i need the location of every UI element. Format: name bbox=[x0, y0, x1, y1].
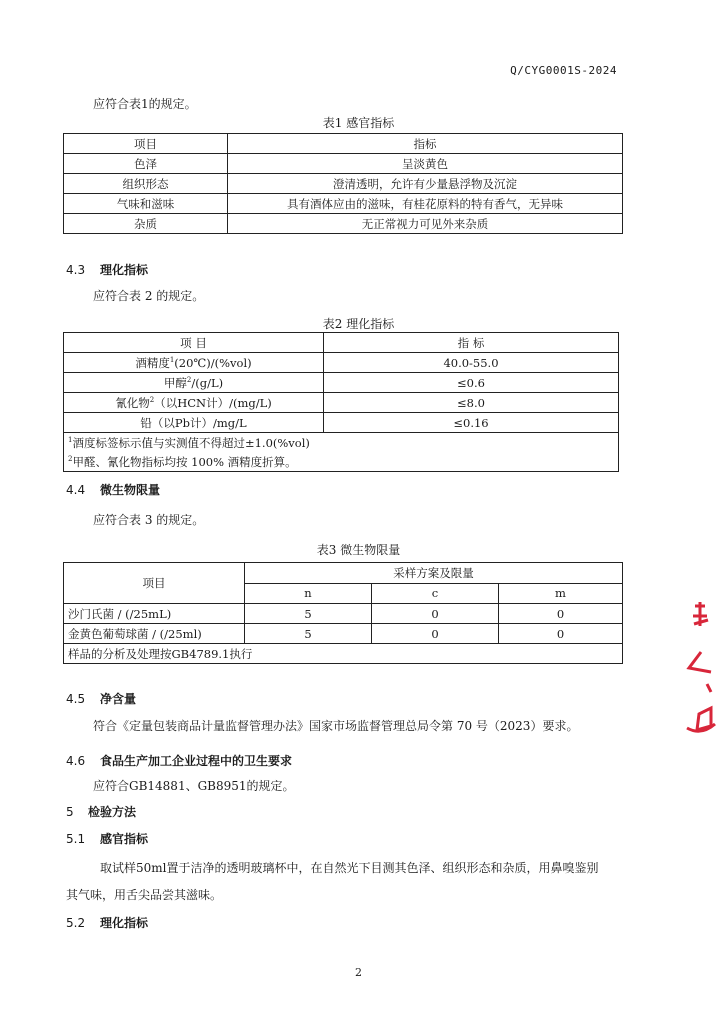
table-row bbox=[64, 393, 619, 413]
section-5-1-text-line2: 其气味，用舌尖品尝其滋味。 bbox=[66, 888, 223, 902]
document-id: Q/CYG0001S-2024 bbox=[510, 64, 617, 77]
table-header-cell: m bbox=[499, 583, 623, 604]
section-4-5-heading bbox=[66, 690, 136, 707]
table-cell: ≤0.6 bbox=[324, 373, 619, 393]
page-number: 2 bbox=[355, 966, 362, 979]
table-row bbox=[64, 174, 623, 194]
item-name: 酒精度 bbox=[135, 355, 170, 370]
table-row bbox=[64, 413, 619, 433]
table-note bbox=[64, 452, 619, 472]
section-number: 4.5 bbox=[66, 692, 86, 706]
section-4-6-text: 应符合GB14881、GB8951的规定。 bbox=[93, 779, 295, 793]
table2-physicochemical bbox=[63, 332, 619, 472]
section-4-5-text: 符合《定量包装商品计量监督管理办法》国家市场监督管理总局令第 70 号（2023）要求。 bbox=[93, 719, 579, 733]
table-cell: 0 bbox=[499, 624, 623, 644]
table-cell: 金黄色葡萄球菌 / (/25ml) bbox=[64, 624, 245, 644]
table1-sensory bbox=[63, 133, 623, 234]
table-header-cell: 指 标 bbox=[324, 333, 619, 353]
section-4-3-text: 应符合表 2 的规定。 bbox=[93, 289, 205, 303]
table-cell: 0 bbox=[372, 604, 499, 624]
table-row bbox=[64, 353, 619, 373]
table-header-cell: 项目 bbox=[64, 563, 245, 604]
table-row bbox=[64, 563, 623, 584]
table-cell: 澄清透明，允许有少量悬浮物及沉淀 bbox=[228, 174, 623, 194]
table-cell: 沙门氏菌 / (/25mL) bbox=[64, 604, 245, 624]
table-cell: 5 bbox=[245, 604, 372, 624]
item-unit: (20℃)/(%vol) bbox=[174, 355, 252, 370]
table-cell: ≤8.0 bbox=[324, 393, 619, 413]
table-cell bbox=[64, 393, 324, 413]
section-4-3-heading bbox=[66, 261, 148, 278]
table-note-row bbox=[64, 452, 619, 472]
item-unit: /(g/L) bbox=[191, 375, 224, 390]
table-cell: 无正常视力可见外来杂质 bbox=[228, 214, 623, 234]
item-name: 甲醇 bbox=[163, 375, 187, 390]
table-cell: 呈淡黄色 bbox=[228, 154, 623, 174]
table-header-cell: n bbox=[245, 583, 372, 604]
section-number: 4.4 bbox=[66, 483, 86, 497]
footnote-mark: 1 bbox=[68, 435, 73, 444]
table-note-row bbox=[64, 433, 619, 453]
table-cell: ≤0.16 bbox=[324, 413, 619, 433]
table-cell bbox=[64, 353, 324, 373]
table-header-cell: 指标 bbox=[228, 134, 623, 154]
table-header-cell: 项目 bbox=[64, 134, 228, 154]
table3-microbial bbox=[63, 562, 623, 664]
section-number: 5 bbox=[66, 805, 74, 819]
section-number: 5.2 bbox=[66, 916, 86, 930]
intro-text: 应符合表1的规定。 bbox=[93, 97, 197, 111]
item-unit: （以HCN计）/(mg/L) bbox=[154, 395, 272, 410]
table-cell: 色泽 bbox=[64, 154, 228, 174]
section-4-4-heading bbox=[66, 481, 160, 498]
section-5-2-heading bbox=[66, 914, 148, 931]
section-title: 理化指标 bbox=[100, 263, 149, 277]
table-note-row bbox=[64, 644, 623, 664]
table-cell: 组织形态 bbox=[64, 174, 228, 194]
table-row bbox=[64, 194, 623, 214]
note-text: 酒度标签标示值与实测值不得超过±1.0(%vol) bbox=[72, 435, 310, 450]
table-row bbox=[64, 154, 623, 174]
table-cell: 铅（以Pb计）/mg/L bbox=[64, 413, 324, 433]
table2-caption: 表2 理化指标 bbox=[322, 317, 395, 331]
section-title: 理化指标 bbox=[100, 916, 149, 930]
footnote-mark: 1 bbox=[169, 355, 175, 364]
table-cell bbox=[64, 373, 324, 393]
note-text: 甲醛、氰化物指标均按 100% 酒精度折算。 bbox=[72, 454, 297, 469]
section-number: 4.6 bbox=[66, 754, 86, 768]
section-title: 食品生产加工企业过程中的卫生要求 bbox=[100, 754, 293, 768]
section-4-6-heading bbox=[66, 752, 292, 769]
table-cell: 杂质 bbox=[64, 214, 228, 234]
footnote-mark: 2 bbox=[186, 375, 192, 384]
section-4-4-text: 应符合表 3 的规定。 bbox=[93, 513, 205, 527]
section-title: 净含量 bbox=[100, 692, 137, 706]
table-row bbox=[64, 333, 619, 353]
table-header-cell: c bbox=[372, 583, 499, 604]
table-row bbox=[64, 214, 623, 234]
footnote-mark: 2 bbox=[149, 395, 155, 404]
table-row bbox=[64, 624, 623, 644]
table-row bbox=[64, 604, 623, 624]
section-5-heading bbox=[66, 803, 136, 820]
section-title: 检验方法 bbox=[88, 805, 137, 819]
table1-caption: 表1 感官指标 bbox=[322, 116, 395, 130]
table-row bbox=[64, 373, 619, 393]
table3-caption: 表3 微生物限量 bbox=[316, 543, 401, 557]
footnote-mark: 2 bbox=[68, 454, 73, 463]
table-cell: 0 bbox=[499, 604, 623, 624]
section-title: 微生物限量 bbox=[100, 483, 161, 497]
table-note: 样品的分析及处理按GB4789.1执行 bbox=[64, 644, 623, 664]
section-number: 5.1 bbox=[66, 832, 86, 846]
table-header-cell: 采样方案及限量 bbox=[245, 563, 623, 584]
table-row bbox=[64, 134, 623, 154]
table-note bbox=[64, 433, 619, 453]
table-cell: 具有酒体应由的滋味，有桂花原料的特有香气，无异味 bbox=[228, 194, 623, 214]
table-cell: 气味和滋味 bbox=[64, 194, 228, 214]
table-cell: 5 bbox=[245, 624, 372, 644]
section-5-1-text-line1: 取试样50ml置于洁净的透明玻璃杯中，在自然光下目测其色泽、组织形态和杂质，用鼻嗅鉴别 bbox=[100, 861, 599, 875]
section-number: 4.3 bbox=[66, 263, 86, 277]
item-name: 氰化物 bbox=[115, 395, 150, 410]
seal-stamp-icon bbox=[681, 596, 717, 736]
section-title: 感官指标 bbox=[100, 832, 149, 846]
section-5-1-heading bbox=[66, 830, 148, 847]
table-header-cell: 项 目 bbox=[64, 333, 324, 353]
table-cell: 40.0-55.0 bbox=[324, 353, 619, 373]
table-cell: 0 bbox=[372, 624, 499, 644]
